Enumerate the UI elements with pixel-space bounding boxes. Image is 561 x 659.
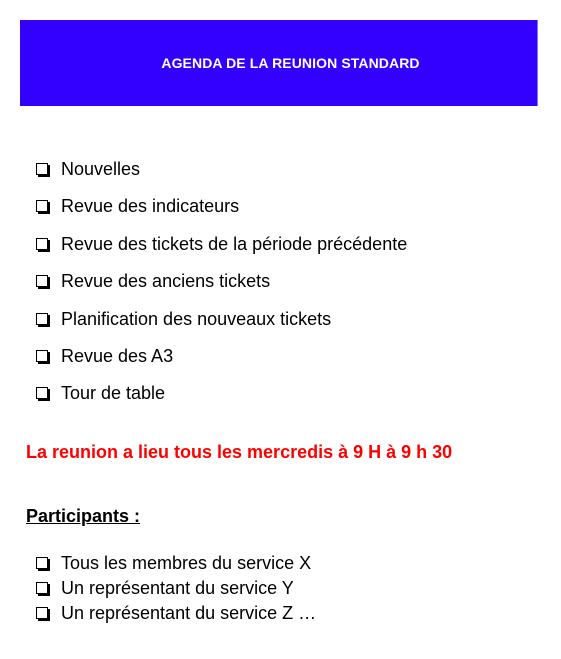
agenda-item-label: Revue des A3	[61, 345, 174, 366]
agenda-item	[36, 345, 407, 382]
participants-heading: Participants :	[26, 506, 141, 526]
checkbox-icon	[36, 557, 48, 569]
page-title: AGENDA DE LA REUNION STANDARD	[161, 55, 420, 71]
checkbox-icon	[36, 200, 48, 212]
agenda-item	[36, 382, 407, 419]
participant-item	[36, 552, 316, 577]
checkbox-icon	[36, 582, 48, 594]
checkbox-icon	[36, 350, 48, 362]
agenda-item	[36, 308, 407, 345]
checkbox-icon	[36, 275, 48, 287]
agenda-item-label: Tour de table	[61, 383, 166, 404]
agenda-item-label: Nouvelles	[61, 159, 141, 179]
participant-label: Un représentant du service Z …	[61, 603, 317, 623]
participant-label: Tous les membres du service X	[61, 553, 312, 573]
checkbox-icon	[36, 313, 48, 325]
header-banner	[20, 20, 538, 106]
meeting-schedule: La reunion a lieu tous les mercredis à 9 H à 9 h 30	[26, 442, 453, 462]
participants-list	[36, 552, 316, 627]
agenda-item	[36, 270, 407, 307]
agenda-item	[36, 233, 407, 270]
checkbox-icon	[36, 238, 48, 250]
agenda-item-label: Revue des tickets de la période précédente	[61, 233, 408, 254]
checkbox-icon	[36, 163, 48, 175]
agenda-item-label: Revue des indicateurs	[61, 196, 240, 217]
agenda-list	[36, 158, 407, 420]
participant-item	[36, 577, 316, 602]
agenda-item-label: Revue des anciens tickets	[61, 271, 271, 292]
participant-item	[36, 602, 316, 627]
agenda-item	[36, 158, 407, 195]
agenda-item	[36, 195, 407, 232]
participant-label: Un représentant du service Y	[61, 578, 294, 598]
agenda-item-label: Planification des nouveaux tickets	[61, 308, 332, 329]
checkbox-icon	[36, 607, 48, 619]
checkbox-icon	[36, 387, 48, 399]
